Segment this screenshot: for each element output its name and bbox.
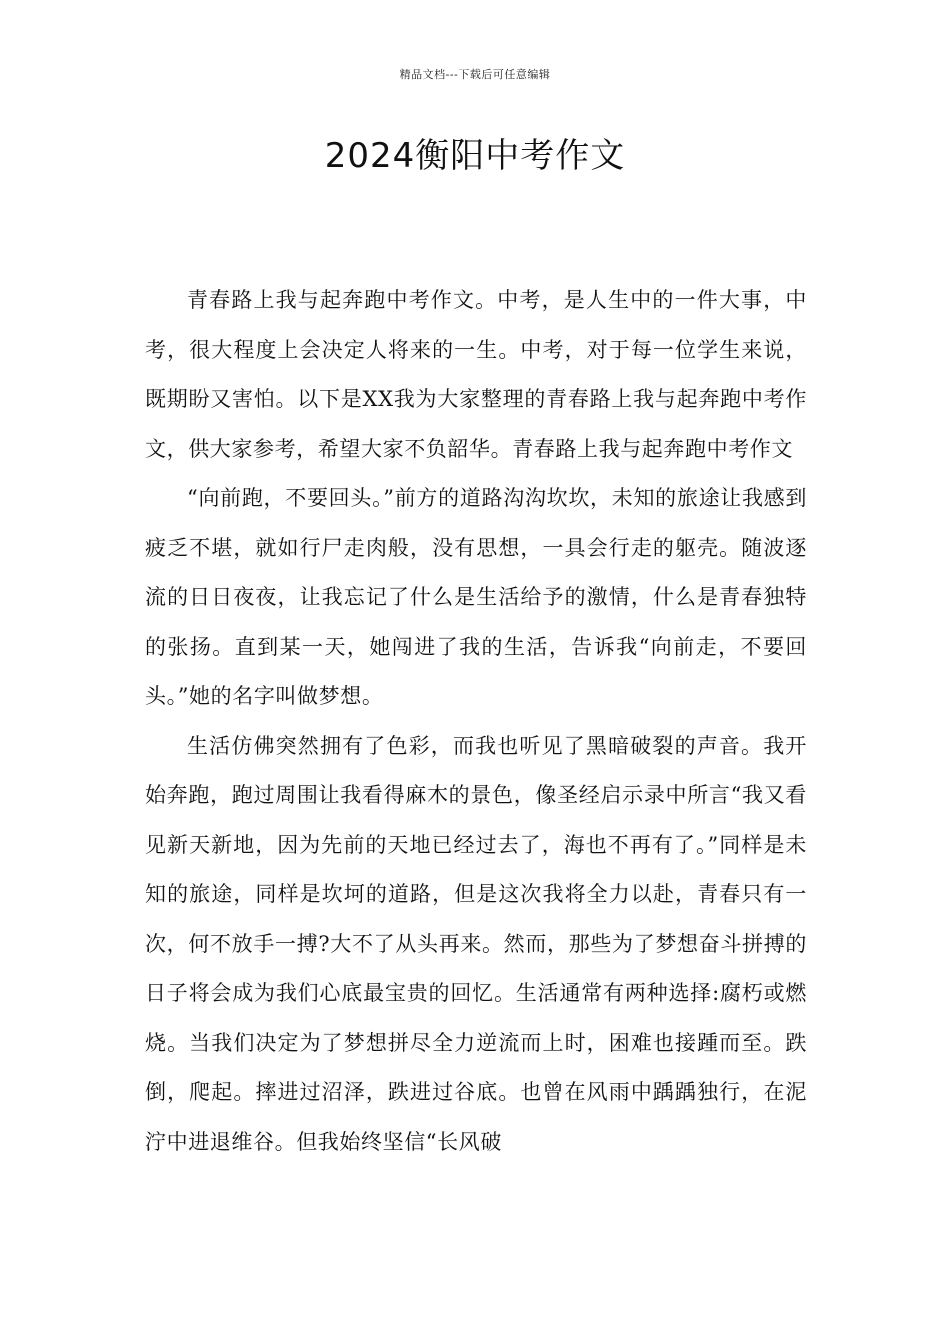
header-note: 精品文档---下载后可任意编辑 xyxy=(399,68,551,81)
paragraph-life-color: 生活仿佛突然拥有了色彩，而我也听见了黑暗破裂的声音。我开始奔跑，跑过周围让我看得麻木的景色，像圣经启示录中所言“我又看见新天新地，因为先前的天地已经过去了，海也不再有了。”同样是未知的旅途，同样是坎坷的道路，但是这次我将全力以赴，青春只有一次，何不放手一搏?大不了从头再来。然而，那些为了梦想奋斗拼搏的日子将会成为我们心底最宝贵的回忆。生活通常有两种选择:腐朽或燃烧。当我们决定为了梦想拼尽全力逆流而上时，困难也接踵而至。跌倒，爬起。摔进过沼泽，跌进过谷底。也曾在风雨中踽踽独行，在泥泞中进退维谷。但我始终坚信“长风破 xyxy=(145,733,807,1154)
document-title: 2024衡阳中考作文 xyxy=(324,136,626,176)
paragraph-run-forward: “向前跑，不要回头。”前方的道路沟沟坎坎，未知的旅途让我感到疲乏不堪，就如行尸走肉般，没有思想，一具会行走的躯壳。随波逐流的日日夜夜，让我忘记了什么是生活给予的激情，什么是青春独特的张扬。直到某一天，她闯进了我的生活，告诉我“向前走，不要回头。”她的名字叫做梦想。 xyxy=(145,486,807,708)
document-body xyxy=(145,276,807,1167)
paragraph-intro: 青春路上我与起奔跑中考作文。中考，是人生中的一件大事，中考，很大程度上会决定人将来的一生。中考，对于每一位学生来说，既期盼又害怕。以下是XX我为大家整理的青春路上我与起奔跑中考作文，供大家参考，希望大家不负韶华。青春路上我与起奔跑中考作文 xyxy=(145,288,807,461)
